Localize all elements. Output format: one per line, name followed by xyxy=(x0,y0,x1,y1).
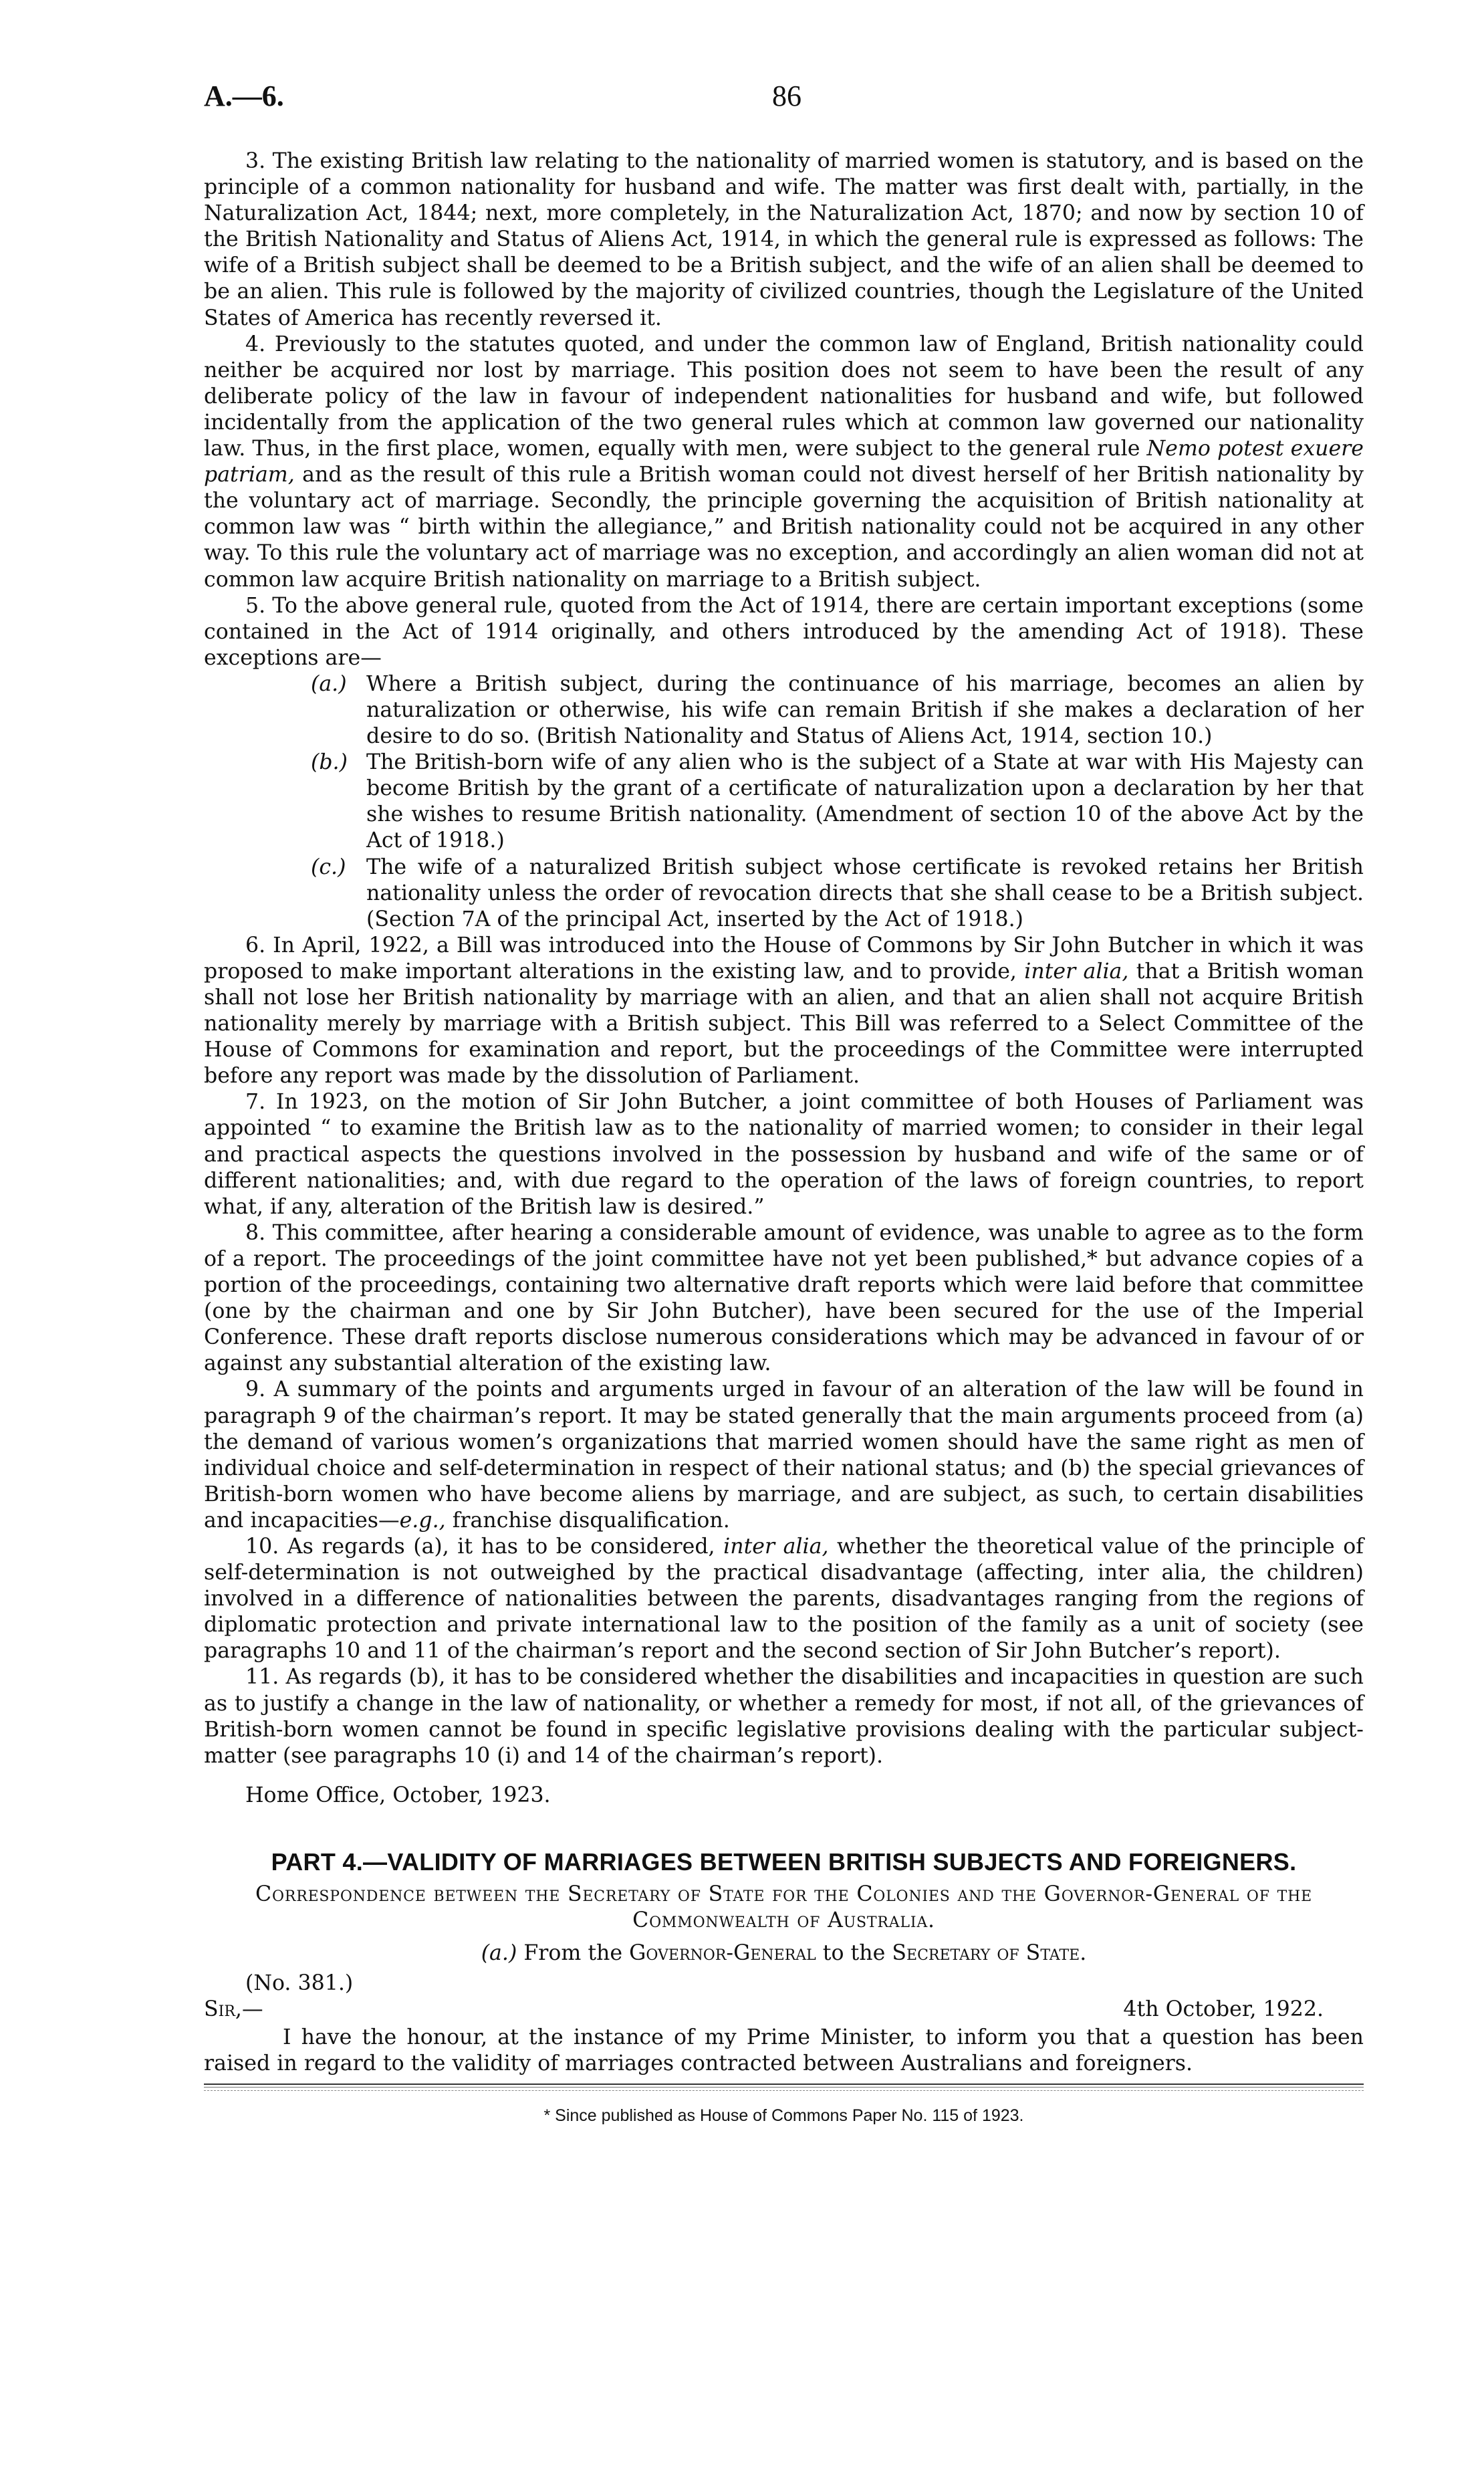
paragraph-10: 10. As regards (a), it has to be considered, inter alia, whether the theoretical value of the principle of self-determination is not outweighed by the practical disadvantage (affecting, inter alia, the children) involved in a difference of nationalities between the parents, disadvantages ranging from the regions of diplomatic protection and private international law to the position of the family as a unit of society (see paragraphs 10 and 11 of the chairman’s report and the second section of Sir John Butcher’s report). xyxy=(204,1534,1364,1664)
footnote-rule xyxy=(204,2084,1364,2088)
paragraph-5: 5. To the above general rule, quoted from the Act of 1914, there are certain important exceptions (some contained in the Act of 1914 originally, and others introduced by the amending Act of 1918). These exceptions are— xyxy=(204,593,1364,670)
footnote-rule-dashed xyxy=(204,2090,1364,2091)
letter-body xyxy=(204,2025,1364,2077)
footnote: * Since published as House of Commons Paper No. 115 of 1923. xyxy=(543,2106,1024,2126)
letter-date: 4th October, 1922. xyxy=(1123,1997,1324,2022)
paragraph-8: 8. This committee, after hearing a considerable amount of evidence, was unable to agree as to the form of a report. The proceedings of the joint committee have not yet been published,* but advance copies of a portion of the proceedings, containing two alternative draft reports which were laid before that committee (one by the chairman and one by Sir John Butcher), have been secured for the use of the Imperial Conference. These draft reports disclose numerous considerations which may be advanced in favour of or against any substantial alteration of the existing law. xyxy=(204,1220,1364,1376)
paragraph-7: 7. In 1923, on the motion of Sir John Butcher, a joint committee of both Houses of Parliament was appointed “ to examine the British law as to the nationality of married women; to consider in their legal and practical aspects the questions involved in the possession by husband and wife of the same or of different nationalities; and, with due regard to the operation of the laws of foreign countries, to report what, if any, alteration of the British law is desired.” xyxy=(204,1090,1364,1219)
body-text xyxy=(204,148,1364,2129)
paragraph-4: 4. Previously to the statutes quoted, and under the common law of England, British nationality could neither be acquired nor lost by marriage. This position does not seem to have been the result of any deliberate policy of the law in favour of independent nationalities for husband and wife, but followed incidentally from the application of the two general rules which at common law governed our nationality law. Thus, in the first place, women, equally with men, were subject to the general rule Nemo potest exuere patriam, and as the result of this rule a British woman could not divest herself of her British nationality by the voluntary act of marriage. Secondly, the principle governing the acquisition of British nationality at common law was “ birth within the allegiance,” and British nationality could not be acquired in any other way. To this rule the voluntary act of marriage was no exception, and accordingly an alien woman did not at common law acquire British nationality on marriage to a British subject. xyxy=(204,332,1364,592)
correspondence-heading: Correspondence between the Secretary of State for the Colonies and the Governor-General of the Commonwealth of Australia. xyxy=(255,1882,1312,1932)
document-code: A.—6. xyxy=(204,80,284,112)
paragraph-11: 11. As regards (b), it has to be considered whether the disabilities and incapacities in question are such as to justify a change in the law of nationality, or whether a remedy for most, if not all, of the grievances of British-born women cannot be found in specific legislative provisions dealing with the particular subject-matter (see paragraphs 10 (i) and 14 of the chairman’s report). xyxy=(204,1665,1364,1768)
exception-marker: (a.) xyxy=(311,671,347,696)
paragraph-9: 9. A summary of the points and arguments urged in favour of an alteration of the law will be found in paragraph 9 of the chairman’s report. It may be stated generally that the main arguments proceed from (a) the demand of various women’s organizations that married women should have the same right as men of individual choice and self-determination in respect of their national status; and (b) the special grievances of British-born women who have become aliens by marriage, and are subject, as such, to certain disabilities and incapacities—e.g., franchise disqualification. xyxy=(204,1377,1364,1533)
exception-a: (a.) Where a British subject, during the continuance of his marriage, becomes an alien by naturalization or otherwise, his wife can remain British if she makes a declaration of her desire to do so. (British Nationality and Status of Aliens Act, 1914, section 10.) xyxy=(311,671,1364,749)
part-4-heading: PART 4.—VALIDITY OF MARRIAGES BETWEEN BRITISH SUBJECTS AND FOREIGNERS. xyxy=(271,1847,1297,1876)
letter-number: (No. 381.) xyxy=(245,1971,354,1996)
paragraph-3: 3. The existing British law relating to the nationality of married women is statutory, and is based on the principle of a common nationality for husband and wife. The matter was first dealt with, partially, in the Naturalization Act, 1844; next, more completely, in the Naturalization Act, 1870; and now by section 10 of the British Nationality and Status of Aliens Act, 1914, in which the general rule is expressed as follows: The wife of a British subject shall be deemed to be a British subject, and the wife of an alien shall be deemed to be an alien. This rule is followed by the majority of civilized countries, though the Legislature of the United States of America has recently reversed it. xyxy=(204,149,1364,330)
exception-marker: (c.) xyxy=(311,855,346,879)
paragraph-6: 6. In April, 1922, a Bill was introduced into the House of Commons by Sir John Butcher in which it was proposed to make important alterations in the existing law, and to provide, inter alia, that a British woman shall not lose her British nationality by marriage with an alien, and that an alien shall not acquire British nationality merely by marriage with a British subject. This Bill was referred to a Select Committee of the House of Commons for examination and report, but the proceedings of the Committee were interrupted before any report was made by the dissolution of Parliament. xyxy=(204,933,1364,1089)
exception-c: (c.) The wife of a naturalized British subject whose certificate is revoked retains her British nationality unless the order of revocation directs that she shall cease to be a British subject. (Section 7A of the principal Act, inserted by the Act of 1918.) xyxy=(311,855,1364,931)
salutation: Sir,— xyxy=(204,1997,263,2022)
exception-marker: (b.) xyxy=(311,750,348,775)
letter-paragraph: I have the honour, at the instance of my Prime Minister, to inform you that a question has been raised in regard to the validity of marriages contracted between Australians and foreigners. xyxy=(204,2025,1364,2076)
signature-line: Home Office, October, 1923. xyxy=(245,1783,551,1807)
page-header xyxy=(204,79,1364,126)
page-number: 86 xyxy=(772,80,801,112)
salutation-row xyxy=(204,1997,1364,2025)
latin-phrase: Nemo potest exuere patriam, xyxy=(204,437,1364,487)
exception-b: (b.) The British-born wife of any alien who is the subject of a State at war with His Majesty can become British by the grant of a certificate of naturalization upon a declaration by her that she wishes to resume British nationality. (Amendment of section 10 of the above Act by the Act of 1918.) xyxy=(311,750,1364,853)
letter-subheading: (a.) From the Governor-General to the Secretary of State. xyxy=(481,1941,1087,1965)
